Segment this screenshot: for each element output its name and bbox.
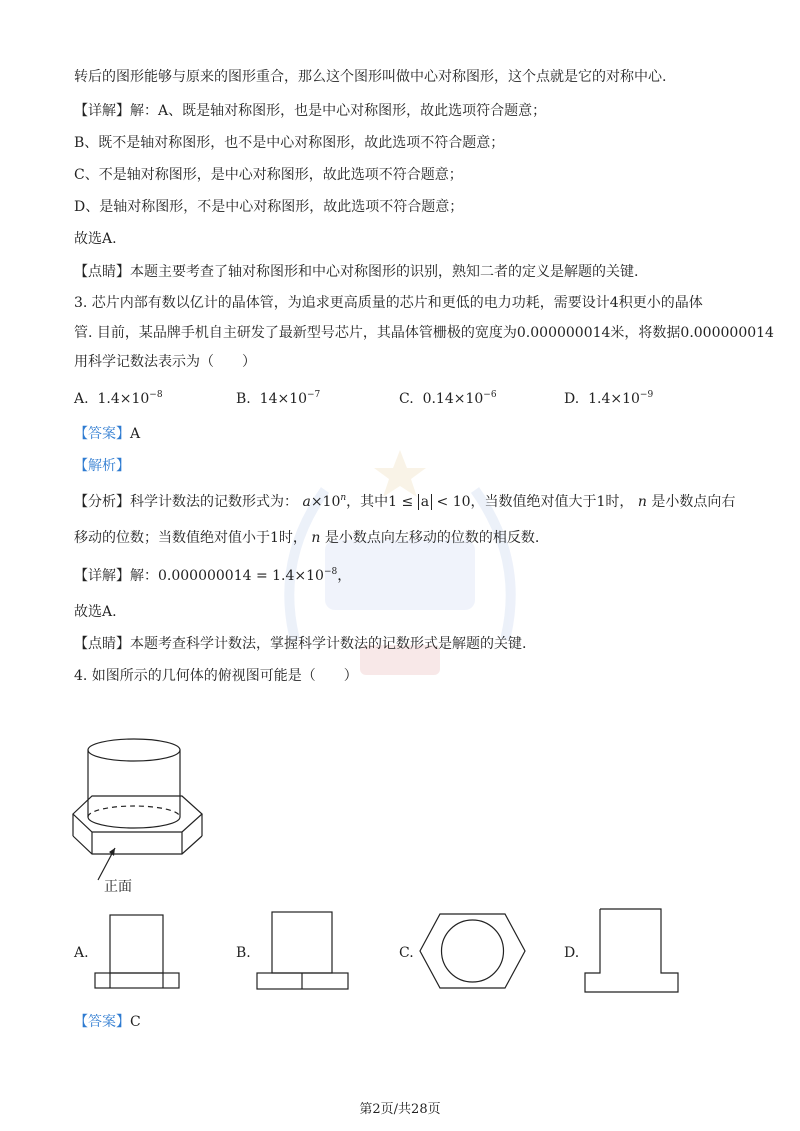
option-c: C. $0.14\times 10^{-6}$ xyxy=(399,390,497,407)
answer-label: 【答案】 xyxy=(74,1014,130,1030)
comment-line xyxy=(74,262,638,282)
page-footer: 第2页/共28页 xyxy=(359,1102,441,1117)
question-3-line-2: 管. 目前，某品牌手机自主研发了最新型号芯片，其晶体管栅极的宽度为0.000000014米，将数据0.000000014 xyxy=(74,325,774,341)
comment-tag: 【点睛】 xyxy=(74,264,130,280)
detail-solution-line: 【详解】解：$0.000000014 = 1.4\times 10^{-8}$， xyxy=(74,567,352,584)
text-line: D、是轴对称图形，不是中心对称图形，故此选项不符合题意； xyxy=(74,199,464,215)
figure-option-d xyxy=(583,907,683,997)
analysis-line-1: 【分析】科学计数法的记数形式为： $a\times 10^n$，其中1 ≤ a < 10，当数值绝对值大于1时， n 是小数点向右 xyxy=(74,493,736,510)
text-line: C、不是轴对称图形，是中心对称图形，故此选项不符合题意； xyxy=(74,167,463,183)
figure-option-d-label: D. xyxy=(564,945,580,961)
choose-line: 故选A. xyxy=(74,604,117,620)
answer-label: 【答案】 xyxy=(74,426,130,442)
figure-option-b-label: B. xyxy=(236,945,251,961)
figure-option-b xyxy=(255,910,355,990)
answer-line xyxy=(74,424,140,444)
answer-value: A xyxy=(130,426,141,442)
figure-option-a xyxy=(93,912,183,992)
comment-line-2: 【点睛】本题考查科学计数法，掌握科学计数法的记数形式是解题的关键. xyxy=(74,636,527,652)
answer-line-2 xyxy=(74,1012,141,1032)
figure-option-c-label: C. xyxy=(399,945,414,961)
detail-tag: 【详解】 xyxy=(74,103,130,119)
geometry-solid-figure xyxy=(70,730,270,890)
comment-text: 本题主要考查了轴对称图形和中心对称图形的识别，熟知二者的定义是解题的关键. xyxy=(130,264,639,280)
analysis-label: 【解析】 xyxy=(74,458,130,474)
detail-line xyxy=(74,101,546,121)
option-b: B. $14\times 10^{-7}$ xyxy=(236,390,321,407)
option-a: A. $1.4\times 10^{-8}$ xyxy=(74,390,163,407)
figure-option-a-label: A. xyxy=(74,945,89,961)
question-3-line-3: 用科学记数法表示为（ ） xyxy=(74,354,256,370)
answer-value: C xyxy=(130,1014,141,1030)
option-d: D. $1.4\times 10^{-9}$ xyxy=(564,390,654,407)
question-4: 4. 如图所示的几何体的俯视图可能是（ ） xyxy=(74,668,358,684)
text-line: B、既不是轴对称图形，也不是中心对称图形，故此选项不符合题意； xyxy=(74,135,505,151)
front-label: 正面 xyxy=(104,879,132,895)
figure-option-c xyxy=(418,912,528,992)
question-3-line-1: 3. 芯片内部有数以亿计的晶体管，为追求更高质量的芯片和更低的电力功耗，需要设计4积更小的晶体 xyxy=(74,295,703,311)
detail-text: 解：A、既是轴对称图形，也是中心对称图形，故此选项符合题意； xyxy=(130,103,547,119)
text-line: 转后的图形能够与原来的图形重合，那么这个图形叫做中心对称图形，这个点就是它的对称中心. xyxy=(74,69,667,85)
analysis-line-2: 移动的位数；当数值绝对值小于1时， n 是小数点向左移动的位数的相反数. xyxy=(74,530,540,546)
text-line: 故选A. xyxy=(74,231,117,247)
